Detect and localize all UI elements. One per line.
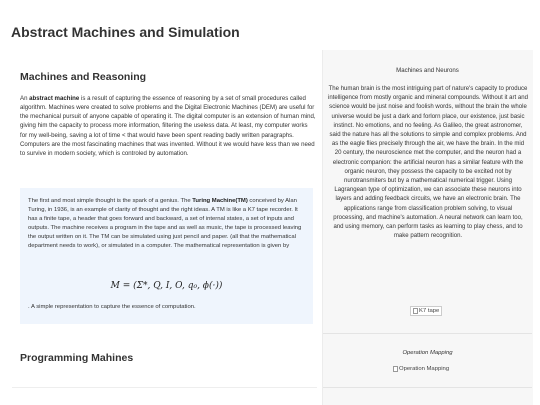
turing-paragraph (28, 197, 305, 252)
turing-text-start: The first and most simple thought is the spark of a genius. The (28, 198, 193, 204)
sidebar-divider (323, 333, 532, 334)
intro-paragraph (20, 94, 316, 158)
intro-text-rest: is a result of capturing the essence of reasoning by a set of small procedures called algorithm. Machines were created to solve problems and the Digital Electronic Machines (DEM) are useful for the mechanical pursuit of anyone capable of operating it. The digital computer is an extension of human mind, giving him the capacity to process more information, filtering the useless data. At least, my computer works for my well-being, saving a lot of time < that would have been spent reading badly written paragraphs. Computers are the most fascinating machines that was invented. Without it we would have less than we need to survive in modern society, which is controled by automation. (20, 95, 316, 157)
broken-image-icon (413, 308, 418, 314)
operation-mapping-caption: Operation Mapping (402, 350, 453, 356)
operation-mapping-alt-text: Operation Mapping (399, 366, 450, 372)
turing-machine-callout (20, 188, 313, 324)
k7-tape-alt-text: K7 tape (419, 308, 440, 314)
turing-machine-term: Turing Machine(TM) (192, 198, 248, 204)
formula-caption: . A simple representation to capture the essence of computation. (28, 304, 196, 310)
turing-text-rest: conceived by Alan Turing, in 1936, is an example of clarity of thought and the right ideas. A TM is like a K7 tape recorder. It has a finite tape, a header that goes forward and backward, a set of internal states, a set of inputs and outputs. The machine receives a program in the tape and as well as music, the tape is processed leaving the output written on it. The TM can be simulated using just pencil and paper. (all that the mathematical department needs to work), or simulated in a computer. The mathematical representation is given by (28, 198, 302, 250)
broken-image-icon (393, 366, 398, 372)
sidebar-title: Machines and Neurons (396, 67, 459, 74)
sidebar-text: The human brain is the most intriguing part of nature's capacity to produce intelligence from mostly organic and mineral compounds. Without it art and science would be just noise and foolish words, without the brain the whole universe would be just a dark and forlorn place, our existence, just basic instinct. No emotions, and no feeling. As Galileo, the great astronomer, said the nature has all the solutions to simple and complex problems. And as the eagle flies precisely through the air, we have the brain. In the mid 20 century, the neuroscience met the computer, and the neuron had a electronic companion: the artificial neuron has a similar feature with the organic neuron, they possess the capacity to be excited not by nurotransmiters but by a mathematical numerical trigger. Using Lagrangean type of optimization, we can associate these neurons into layers and adding feedback circuits, we have an electronic brain. The applications range from classification problem solving, to visual processing, and machine's automation. A neural network can learn too, and using memory, can perform tasks as learning to play chess, and to make pattern recognition. (328, 86, 528, 240)
intro-text-start: An (20, 95, 30, 102)
page-title: Abstract Machines and Simulation (11, 24, 240, 40)
main-content (0, 50, 322, 405)
abstract-machine-term: abstract machine (29, 95, 80, 102)
operation-mapping-image (393, 365, 449, 373)
sidebar (322, 50, 533, 405)
section-divider (12, 387, 317, 388)
section-heading-programming-machines: Programming Mahines (20, 352, 134, 364)
turing-formula: M = (Σ*, Q, I, O, q₀, ϕ(·)) (110, 281, 223, 291)
section-heading-machines-reasoning: Machines and Reasoning (20, 71, 147, 83)
k7-tape-image (410, 306, 442, 316)
sidebar-divider-bottom (323, 387, 532, 388)
